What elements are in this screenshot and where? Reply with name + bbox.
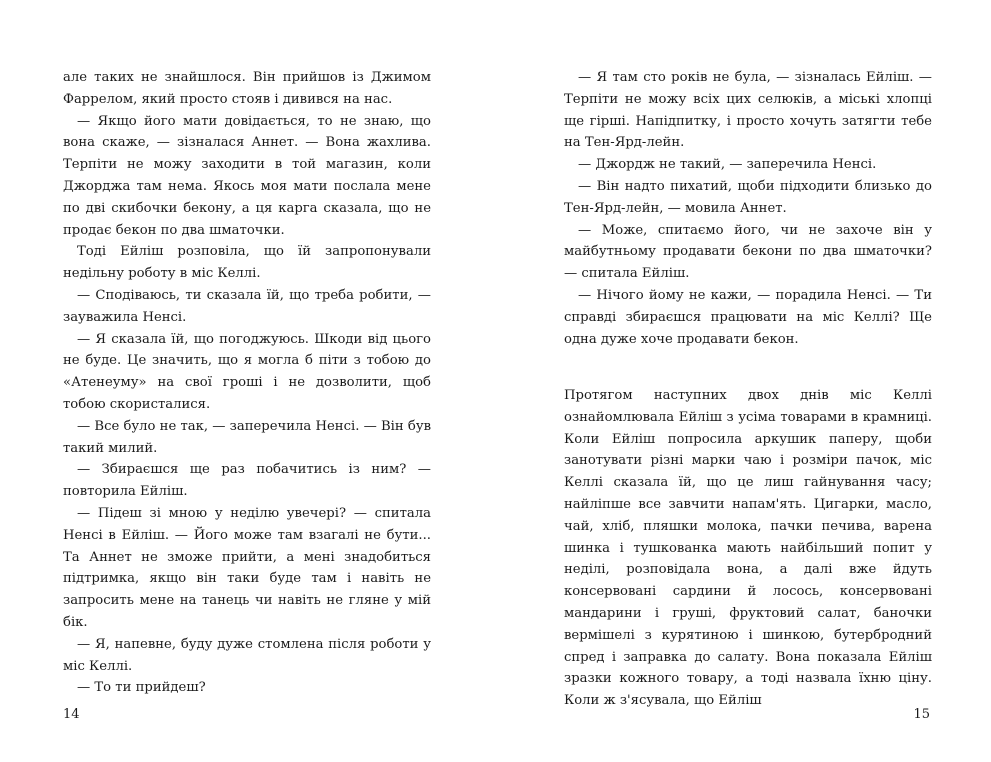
paragraph: — Сподіваюсь, ти сказала їй, що треба робити, — зауважила Ненсі. [63,287,431,325]
paragraph: — Я, напевне, буду дуже стомлена після роботи у міс Келлі. [63,636,431,674]
paragraph: Тоді Ейліш розповіла, що їй запропонували недільну роботу в міс Келлі. [63,244,431,282]
paragraph: — Він надто пихатий, щоби підходити близько до Тен-Ярд-лейн, — мовила Аннет. [564,178,932,216]
paragraph: — Підеш зі мною у неділю увечері? — спитала Ненсі в Ейліш. — Його може там взагалі не бути... Та Аннет не зможе прийти, а мені знадобиться підтримка, якщо він таки буде там і навіть не запросить мене на танець чи навіть не гляне у мій бік. [63,505,431,630]
right-page-narration [564,385,932,712]
page-number: 15 [913,707,930,722]
right-page [496,0,991,762]
right-page-dialogue [564,67,932,350]
paragraph: — Збираєшся ще раз побачитись із ним? — повторила Ейліш. [63,462,431,500]
paragraph: — Джордж не такий, — заперечила Ненсі. [578,157,877,173]
page-number: 14 [63,707,80,722]
paragraph: — Нічого йому не кажи, — порадила Ненсі. — Ти справді збираєшся працювати на міс Келлі? Ще одна дуже хоче продавати бекон. [564,287,932,347]
paragraph: — Може, спитаємо його, чи не захоче він у майбутньому продавати бекони по два шматочки? — спитала Ейліш. [564,222,932,282]
paragraph: — Я сказала їй, що погоджуюсь. Шкоди від цього не буде. Це значить, що я могла б піти з тобою до «Атенеуму» на свої гроші і не дозволити, щоб тобою скористалися. [63,331,431,412]
left-page-text [63,67,431,699]
left-page [0,0,495,762]
paragraph: — Все було не так, — заперечила Ненсі. — Він був такий милий. [63,418,431,456]
paragraph: Протягом наступних двох днів міс Келлі ознайомлювала Ейліш з усіма товарами в крамниці. Коли Ейліш попросила аркушик паперу, щоби занотувати різні марки чаю і розміри пачок, міс Келлі сказала їй, що це лиш гайнування часу; найліпше все завчити напам'ять. Цигарки, масло, чай, хліб, пляшки молока, пачки печива, варена шинка і тушкованка мають найбільший попит у неділі, розповідала вона, а далі вже йдуть консервовані сардини й лосось, консервовані мандарини і груші, фруктовий салат, баночки вермішелі з курятиною і шинкою, бутербродний спред і заправка до салату. Вона показала Ейліш зразки кожного товару, а тоді назвала їхню ціну. Коли ж з'ясувала, що Ейліш [564,388,932,709]
paragraph: але таких не знайшлося. Він прийшов із Джимом Фаррелом, який просто стояв і дивився на нас. [63,70,431,107]
paragraph: — То ти прийдеш? [77,680,206,696]
paragraph: — Я там сто років не була, — зізналась Ейліш. — Терпіти не можу всіх цих селюків, а міські хлопці ще гірші. Напідпитку, і просто хочуть затягти тебе на Тен-Ярд-лейн. [564,70,932,151]
paragraph: — Якщо його мати довідається, то не знаю, що вона скаже, — зізналася Аннет. — Вона жахлива. Терпіти не можу заходити в той магазин, коли Джорджа там нема. Якось моя мати послала мене по дві скибочки бекону, а ця карга сказала, що не продає бекон по два шматочки. [63,113,431,238]
